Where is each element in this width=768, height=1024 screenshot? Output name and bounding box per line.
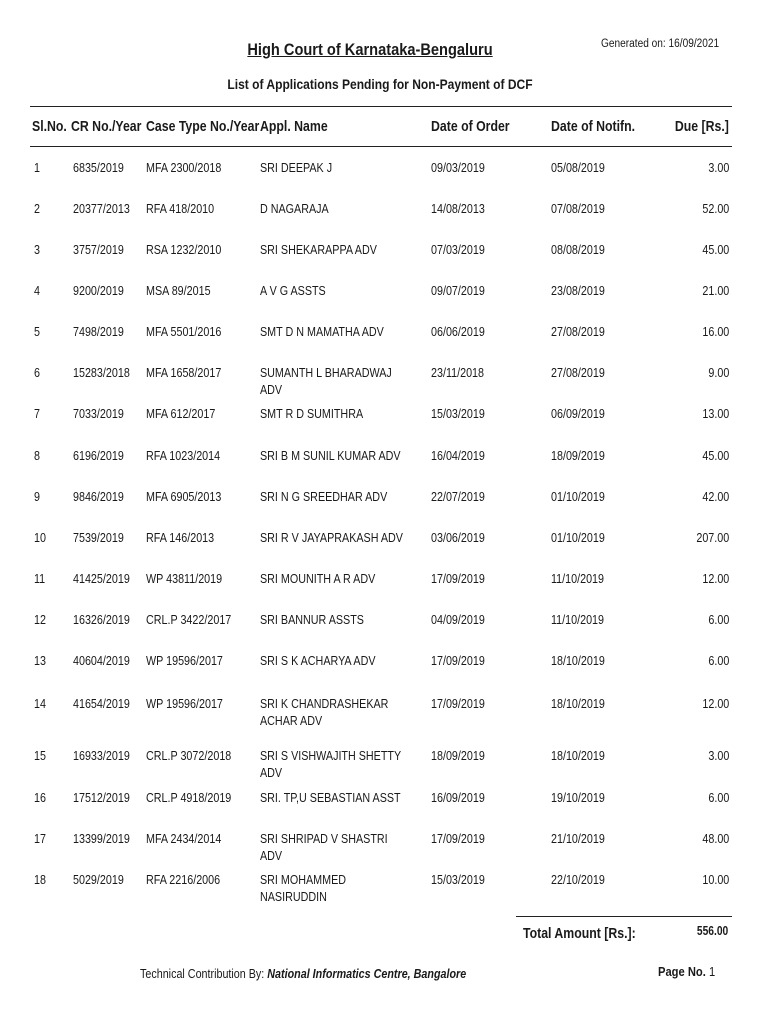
cr-no-cell: 7539/2019 (73, 531, 124, 545)
table-row (0, 696, 768, 726)
appl-name-cell: SRI. TP,U SEBASTIAN ASST (260, 791, 401, 805)
sl-no-cell: 1 (34, 161, 40, 175)
due-cell: 45.00 (702, 243, 729, 257)
date-of-order-cell: 22/07/2019 (431, 490, 485, 504)
sl-no-cell: 6 (34, 366, 40, 380)
appl-name-cell: SRI SHRIPAD V SHASTRI ADV (260, 832, 388, 863)
case-type-cell: WP 19596/2017 (146, 697, 223, 711)
table-row (0, 201, 768, 231)
case-type-cell: CRL.P 4918/2019 (146, 791, 232, 805)
appl-name-cell: SRI MOUNITH A R ADV (260, 572, 376, 586)
date-of-notifn-cell: 01/10/2019 (551, 490, 605, 504)
table-row (0, 530, 768, 560)
date-of-order-cell: 17/09/2019 (431, 654, 485, 668)
total-rule (516, 916, 732, 917)
date-of-order-cell: 09/03/2019 (431, 161, 485, 175)
case-type-cell: WP 19596/2017 (146, 654, 223, 668)
sl-no-cell: 3 (34, 243, 40, 257)
date-of-notifn-cell: 22/10/2019 (551, 873, 605, 887)
cr-no-cell: 6835/2019 (73, 161, 124, 175)
date-of-notifn-cell: 06/09/2019 (551, 407, 605, 421)
date-of-order-cell: 15/03/2019 (431, 407, 485, 421)
date-of-notifn-cell: 27/08/2019 (551, 366, 605, 380)
appl-name-cell: SRI R V JAYAPRAKASH ADV (260, 531, 403, 545)
sl-no-cell: 5 (34, 325, 40, 339)
column-header-date-of-order: Date of Order (431, 118, 510, 135)
due-cell: 6.00 (708, 791, 729, 805)
cr-no-cell: 5029/2019 (73, 873, 124, 887)
due-cell: 6.00 (708, 613, 729, 627)
sl-no-cell: 12 (34, 613, 46, 627)
appl-name-cell: SRI SHEKARAPPA ADV (260, 243, 377, 257)
appl-name-cell: SUMANTH L BHARADWAJ ADV (260, 366, 392, 397)
table-row (0, 489, 768, 519)
cr-no-cell: 20377/2013 (73, 202, 130, 216)
sl-no-cell: 2 (34, 202, 40, 216)
case-type-cell: MSA 89/2015 (146, 284, 211, 298)
column-header-date-of-notifn: Date of Notifn. (551, 118, 636, 135)
document-title: High Court of Karnataka-Bengaluru (247, 40, 493, 59)
appl-name-cell: SRI DEEPAK J (260, 161, 333, 175)
date-of-order-cell: 14/08/2013 (431, 202, 485, 216)
date-of-notifn-cell: 07/08/2019 (551, 202, 605, 216)
column-header-cr-no: CR No./Year (71, 118, 142, 135)
sl-no-cell: 9 (34, 490, 40, 504)
date-of-order-cell: 17/09/2019 (431, 832, 485, 846)
document-subtitle: List of Applications Pending for Non-Payment of DCF (227, 76, 533, 92)
date-of-order-cell: 06/06/2019 (431, 325, 485, 339)
date-of-notifn-cell: 23/08/2019 (551, 284, 605, 298)
date-of-notifn-cell: 01/10/2019 (551, 531, 605, 545)
sl-no-cell: 13 (34, 654, 46, 668)
column-header-sl-no: Sl.No. (32, 118, 67, 135)
appl-name-cell: D NAGARAJA (260, 202, 329, 216)
appl-name-cell: SRI S VISHWAJITH SHETTY ADV (260, 749, 401, 780)
case-type-cell: CRL.P 3422/2017 (146, 613, 232, 627)
due-cell: 10.00 (702, 873, 729, 887)
table-row (0, 324, 768, 354)
table-row (0, 653, 768, 683)
appl-name-cell: SRI S K ACHARYA ADV (260, 654, 376, 668)
case-type-cell: WP 43811/2019 (146, 572, 223, 586)
date-of-order-cell: 16/09/2019 (431, 791, 485, 805)
case-type-cell: MFA 2434/2014 (146, 832, 222, 846)
cr-no-cell: 17512/2019 (73, 791, 130, 805)
date-of-order-cell: 09/07/2019 (431, 284, 485, 298)
date-of-notifn-cell: 11/10/2019 (551, 572, 605, 586)
date-of-notifn-cell: 18/10/2019 (551, 697, 605, 711)
footer-contribution (140, 967, 466, 981)
sl-no-cell: 15 (34, 749, 46, 763)
date-of-order-cell: 17/09/2019 (431, 572, 485, 586)
due-cell: 9.00 (708, 366, 729, 380)
due-cell: 48.00 (702, 832, 729, 846)
appl-name-cell: SMT R D SUMITHRA (260, 407, 364, 421)
generated-date: 16/09/2021 (668, 38, 720, 50)
due-cell: 21.00 (702, 284, 729, 298)
case-type-cell: CRL.P 3072/2018 (146, 749, 232, 763)
due-cell: 3.00 (708, 161, 729, 175)
date-of-notifn-cell: 18/10/2019 (551, 654, 605, 668)
cr-no-cell: 7033/2019 (73, 407, 124, 421)
contribution-org: National Informatics Centre, Bangalore (267, 967, 467, 981)
date-of-notifn-cell: 27/08/2019 (551, 325, 605, 339)
contribution-label: Technical Contribution By: (140, 967, 265, 981)
due-cell: 12.00 (702, 572, 729, 586)
date-of-notifn-cell: 18/10/2019 (551, 749, 605, 763)
cr-no-cell: 41425/2019 (73, 572, 130, 586)
due-cell: 12.00 (702, 697, 729, 711)
due-cell: 6.00 (708, 654, 729, 668)
column-header-due: Due [Rs.] (675, 118, 729, 135)
date-of-order-cell: 03/06/2019 (431, 531, 485, 545)
date-of-order-cell: 18/09/2019 (431, 749, 485, 763)
due-cell: 42.00 (702, 490, 729, 504)
table-row (0, 406, 768, 436)
table-row (0, 242, 768, 272)
table-row (0, 571, 768, 601)
appl-name-cell: A V G ASSTS (260, 284, 326, 298)
cr-no-cell: 13399/2019 (73, 832, 130, 846)
date-of-order-cell: 15/03/2019 (431, 873, 485, 887)
due-cell: 3.00 (708, 749, 729, 763)
due-cell: 13.00 (702, 407, 729, 421)
column-header-case-type: Case Type No./Year (146, 118, 260, 135)
sl-no-cell: 10 (34, 531, 46, 545)
cr-no-cell: 7498/2019 (73, 325, 124, 339)
case-type-cell: MFA 2300/2018 (146, 161, 222, 175)
appl-name-cell: SRI BANNUR ASSTS (260, 613, 364, 627)
date-of-order-cell: 07/03/2019 (431, 243, 485, 257)
case-type-cell: RFA 1023/2014 (146, 449, 221, 463)
cr-no-cell: 16933/2019 (73, 749, 130, 763)
page-label: Page No. (658, 964, 706, 979)
date-of-order-cell: 04/09/2019 (431, 613, 485, 627)
date-of-order-cell: 16/04/2019 (431, 449, 485, 463)
due-cell: 16.00 (702, 325, 729, 339)
cr-no-cell: 9846/2019 (73, 490, 124, 504)
sl-no-cell: 14 (34, 697, 46, 711)
appl-name-cell: SMT D N MAMATHA ADV (260, 325, 384, 339)
cr-no-cell: 15283/2018 (73, 366, 130, 380)
due-cell: 52.00 (702, 202, 729, 216)
date-of-notifn-cell: 18/09/2019 (551, 449, 605, 463)
sl-no-cell: 4 (34, 284, 40, 298)
case-type-cell: RFA 2216/2006 (146, 873, 221, 887)
table-row (0, 831, 768, 861)
table-row (0, 283, 768, 313)
appl-name-cell: SRI K CHANDRASHEKAR ACHAR ADV (260, 697, 389, 728)
date-of-notifn-cell: 21/10/2019 (551, 832, 605, 846)
sl-no-cell: 7 (34, 407, 40, 421)
sl-no-cell: 17 (34, 832, 46, 846)
date-of-notifn-cell: 08/08/2019 (551, 243, 605, 257)
cr-no-cell: 6196/2019 (73, 449, 124, 463)
case-type-cell: RFA 418/2010 (146, 202, 215, 216)
case-type-cell: MFA 5501/2016 (146, 325, 222, 339)
sl-no-cell: 18 (34, 873, 46, 887)
total-amount-label: Total Amount [Rs.]: (523, 925, 636, 942)
appl-name-cell: SRI MOHAMMED NASIRUDDIN (260, 873, 346, 904)
cr-no-cell: 40604/2019 (73, 654, 130, 668)
appl-name-cell: SRI N G SREEDHAR ADV (260, 490, 388, 504)
page-number (658, 964, 715, 979)
generated-label: Generated on: (601, 38, 666, 50)
due-cell: 207.00 (696, 531, 729, 545)
cr-no-cell: 41654/2019 (73, 697, 130, 711)
case-type-cell: RSA 1232/2010 (146, 243, 222, 257)
table-row (0, 872, 768, 902)
cr-no-cell: 9200/2019 (73, 284, 124, 298)
due-cell: 45.00 (702, 449, 729, 463)
table-row (0, 612, 768, 642)
date-of-notifn-cell: 11/10/2019 (551, 613, 605, 627)
date-of-notifn-cell: 19/10/2019 (551, 791, 605, 805)
cr-no-cell: 16326/2019 (73, 613, 130, 627)
case-type-cell: RFA 146/2013 (146, 531, 215, 545)
total-amount-value: 556.00 (696, 924, 728, 938)
sl-no-cell: 16 (34, 791, 46, 805)
date-of-order-cell: 17/09/2019 (431, 697, 485, 711)
case-type-cell: MFA 6905/2013 (146, 490, 222, 504)
table-row (0, 790, 768, 820)
case-type-cell: MFA 1658/2017 (146, 366, 222, 380)
case-type-cell: MFA 612/2017 (146, 407, 216, 421)
date-of-notifn-cell: 05/08/2019 (551, 161, 605, 175)
table-row (0, 160, 768, 190)
table-row (0, 365, 768, 395)
table-row (0, 748, 768, 778)
appl-name-cell: SRI B M SUNIL KUMAR ADV (260, 449, 401, 463)
sl-no-cell: 8 (34, 449, 40, 463)
column-header-appl-name: Appl. Name (260, 118, 328, 135)
sl-no-cell: 11 (34, 572, 46, 586)
date-of-order-cell: 23/11/2018 (431, 366, 485, 380)
page-number-value: 1 (708, 964, 716, 979)
cr-no-cell: 3757/2019 (73, 243, 124, 257)
table-row (0, 448, 768, 478)
